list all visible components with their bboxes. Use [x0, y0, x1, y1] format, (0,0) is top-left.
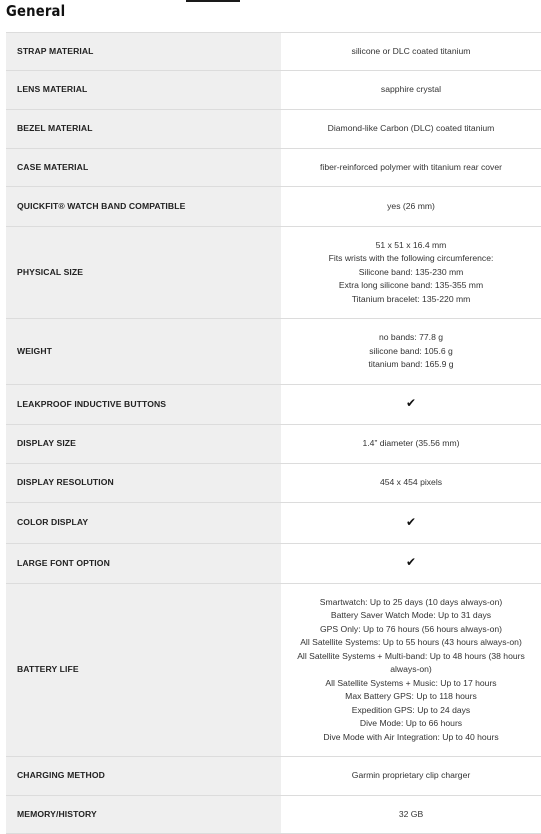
- spec-value-line: titanium band: 165.9 g: [368, 359, 454, 370]
- spec-label: CASE MATERIAL: [6, 149, 281, 187]
- spec-label: WEIGHT: [6, 319, 281, 385]
- spec-value-line: Battery Saver Watch Mode: Up to 31 days: [330, 610, 492, 621]
- spec-row-physical-size: [6, 227, 541, 319]
- spec-value-line: Garmin proprietary clip charger: [351, 770, 471, 781]
- spec-value-line: Max Battery GPS: Up to 118 hours: [345, 691, 477, 702]
- spec-label: BATTERY LIFE: [6, 584, 281, 757]
- spec-value-line: no bands: 77.8 g: [378, 332, 444, 343]
- spec-value: [281, 385, 541, 425]
- spec-value-line: GPS Only: Up to 76 hours (56 hours always-on): [320, 623, 502, 634]
- spec-label: DISPLAY RESOLUTION: [6, 464, 281, 503]
- spec-value: [281, 584, 541, 757]
- spec-value-line: Silicone band: 135-230 mm: [358, 266, 464, 277]
- spec-value: [281, 544, 541, 584]
- spec-value-line: sapphire crystal: [380, 84, 442, 95]
- spec-value-line: 454 x 454 pixels: [379, 477, 443, 488]
- spec-value: [281, 796, 541, 834]
- checkmark-icon: ✔: [405, 396, 417, 411]
- spec-label: COLOR DISPLAY: [6, 503, 281, 544]
- spec-value-line: Diamond-like Carbon (DLC) coated titanium: [327, 123, 495, 134]
- spec-value: [281, 227, 541, 319]
- spec-value-line: Extra long silicone band: 135-355 mm: [338, 280, 484, 291]
- spec-row-display-size: [6, 425, 541, 464]
- spec-row-case-material: [6, 149, 541, 187]
- spec-value-line: Titanium bracelet: 135-220 mm: [351, 293, 471, 304]
- section-title: General: [6, 2, 66, 20]
- spec-label: DISPLAY SIZE: [6, 425, 281, 464]
- spec-row-battery-life: [6, 584, 541, 757]
- spec-value-line: 1.4” diameter (35.56 mm): [362, 438, 460, 449]
- spec-label: CHARGING METHOD: [6, 757, 281, 796]
- spec-value-line: fiber-reinforced polymer with titanium rear cover: [320, 161, 502, 172]
- spec-value-line: 51 x 51 x 16.4 mm: [375, 239, 447, 250]
- spec-row-quickfit: [6, 187, 541, 227]
- spec-label: BEZEL MATERIAL: [6, 110, 281, 149]
- spec-label: QUICKFIT® WATCH BAND COMPATIBLE: [6, 187, 281, 227]
- spec-value-line: Smartwatch: Up to 25 days (10 days always-on): [319, 596, 503, 607]
- spec-value: [281, 110, 541, 149]
- spec-row-weight: [6, 319, 541, 385]
- spec-value-line: yes (26 mm): [387, 200, 435, 211]
- spec-label: PHYSICAL SIZE: [6, 227, 281, 319]
- spec-row-large-font: [6, 544, 541, 584]
- tab-indicator: [186, 0, 240, 2]
- spec-label: LARGE FONT OPTION: [6, 544, 281, 584]
- spec-value: [281, 503, 541, 544]
- spec-value: [281, 319, 541, 385]
- spec-value-line: Dive Mode: Up to 66 hours: [359, 718, 463, 729]
- spec-row-color-display: [6, 503, 541, 544]
- spec-label: LENS MATERIAL: [6, 71, 281, 110]
- spec-value: [281, 149, 541, 187]
- spec-value-line: 32 GB: [398, 808, 424, 819]
- spec-value-line: All Satellite Systems + Multi-band: Up to 48 hours (38 hours always-on): [297, 650, 525, 675]
- specs-table: [6, 32, 541, 834]
- checkmark-icon: ✔: [405, 555, 417, 570]
- spec-row-strap-material: [6, 33, 541, 71]
- spec-value: [281, 425, 541, 464]
- spec-value-line: Expedition GPS: Up to 24 days: [351, 704, 471, 715]
- spec-value: [281, 33, 541, 71]
- spec-value: [281, 464, 541, 503]
- spec-row-display-resolution: [6, 464, 541, 503]
- spec-value-line: silicone or DLC coated titanium: [351, 45, 471, 56]
- spec-value-line: silicone band: 105.6 g: [369, 345, 453, 356]
- spec-value: [281, 71, 541, 110]
- spec-label: LEAKPROOF INDUCTIVE BUTTONS: [6, 385, 281, 425]
- spec-value-line: All Satellite Systems: Up to 55 hours (43 hours always-on): [300, 637, 522, 648]
- spec-row-lens-material: [6, 71, 541, 110]
- battery-life-list: [291, 596, 531, 745]
- spec-label: MEMORY/HISTORY: [6, 796, 281, 834]
- spec-value-line: All Satellite Systems + Music: Up to 17 hours: [325, 677, 497, 688]
- spec-value: [281, 757, 541, 796]
- spec-value-line: Fits wrists with the following circumference:: [328, 253, 494, 264]
- spec-row-bezel-material: [6, 110, 541, 149]
- spec-row-memory-history: [6, 796, 541, 834]
- spec-row-leakproof-buttons: [6, 385, 541, 425]
- spec-row-charging-method: [6, 757, 541, 796]
- checkmark-icon: ✔: [405, 514, 417, 529]
- spec-label: STRAP MATERIAL: [6, 33, 281, 71]
- spec-value-line: Dive Mode with Air Integration: Up to 40 hours: [323, 731, 499, 742]
- spec-value: [281, 187, 541, 227]
